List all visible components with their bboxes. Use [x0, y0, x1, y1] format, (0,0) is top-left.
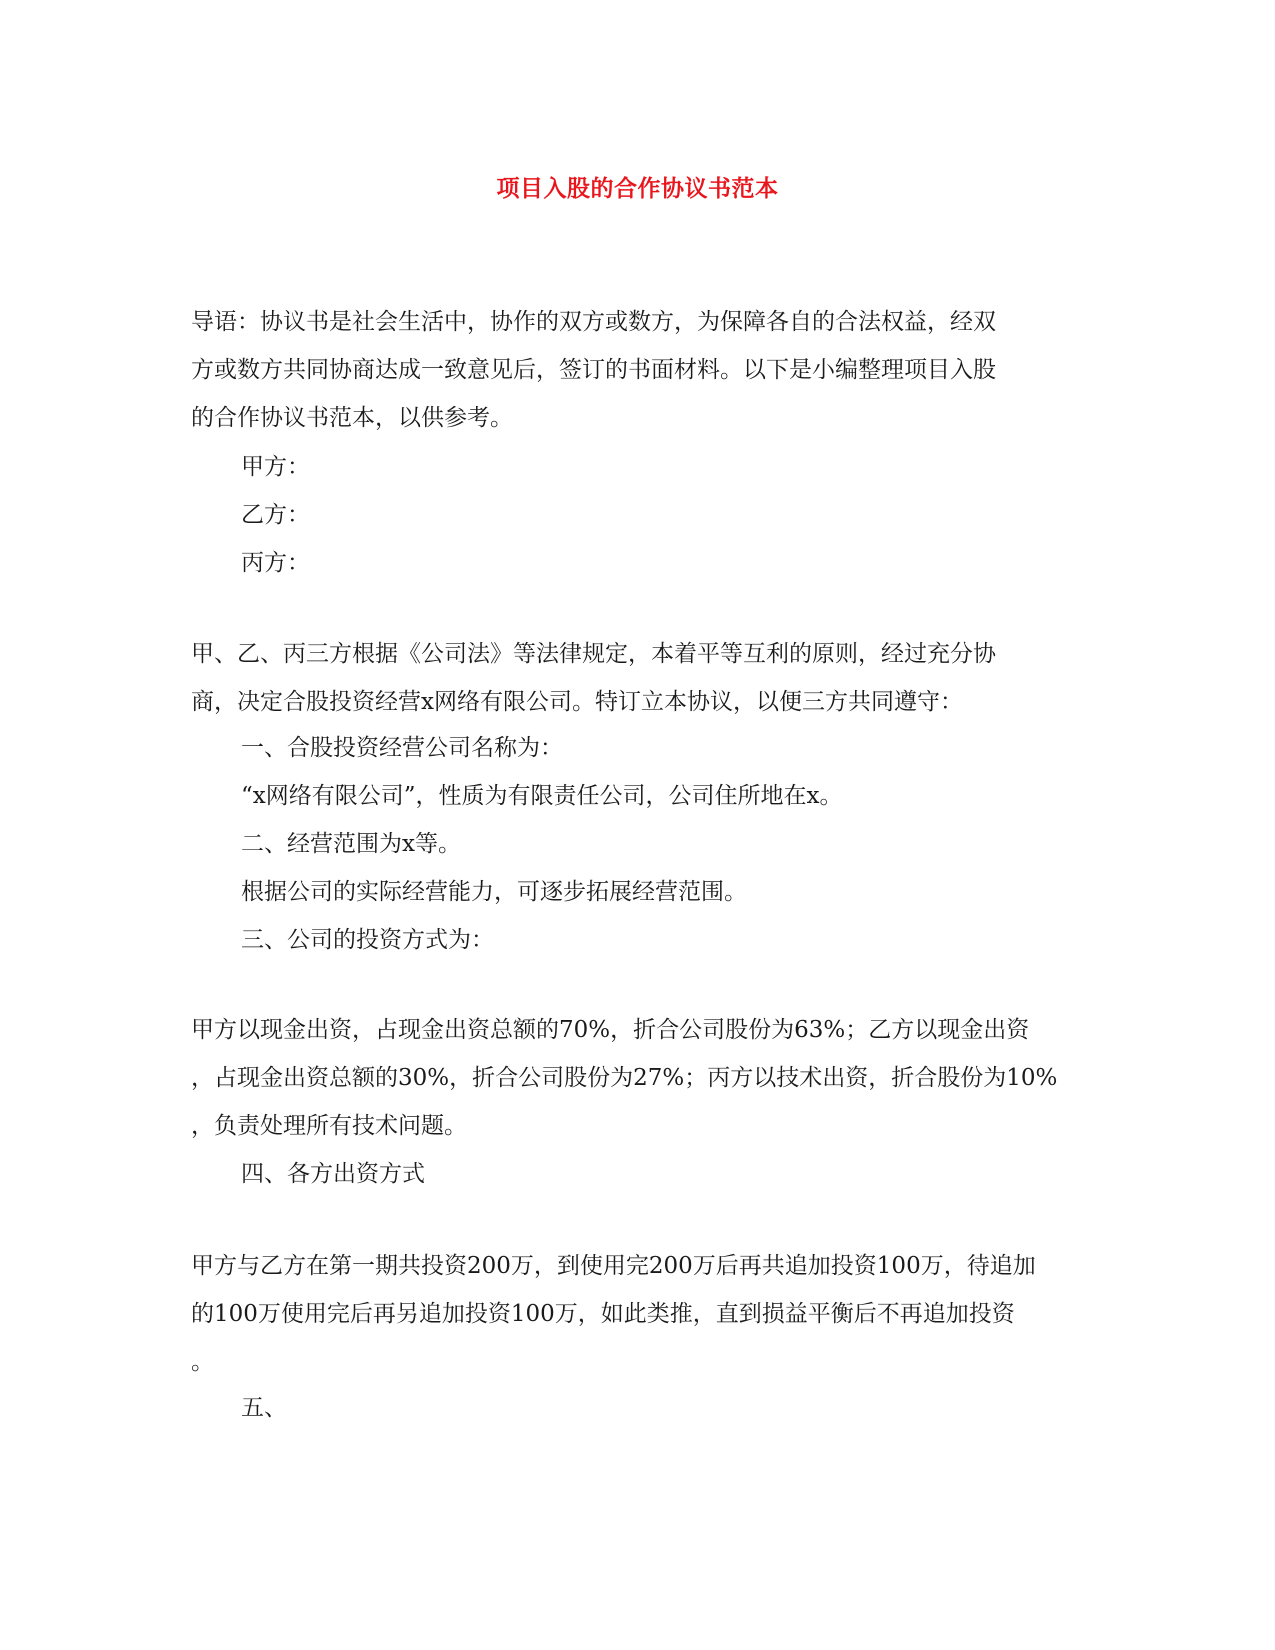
section1-body: “x网络有限公司”，性质为有限责任公司，公司住所地在x。	[241, 783, 843, 809]
document-title: 项目入股的合作协议书范本	[496, 175, 779, 202]
section3-line: ，占现金出资总额的30%，折合公司股份为27%；丙方以技术出资，折合股份为10%	[191, 1065, 1058, 1091]
section5-heading: 五、	[241, 1395, 287, 1421]
section1-heading: 一、合股投资经营公司名称为：	[241, 735, 563, 761]
section4-line: 的100万使用完后再另追加投资100万，如此类推，直到损益平衡后不再追加投资	[191, 1301, 1015, 1327]
intro-line: 导语：协议书是社会生活中，协作的双方或数方，为保障各自的合法权益，经双	[191, 309, 996, 335]
intro-paragraph	[191, 298, 1081, 442]
preamble-line: 甲、乙、丙三方根据《公司法》等法律规定，本着平等互利的原则，经过充分协	[191, 641, 996, 667]
preamble-paragraph	[191, 630, 1081, 726]
section2-heading: 二、经营范围为x等。	[241, 831, 461, 857]
section3-line: 甲方以现金出资，占现金出资总额的70%，折合公司股份为63%；乙方以现金出资	[191, 1017, 1030, 1043]
party-b-label: 乙方：	[241, 502, 310, 528]
intro-line: 的合作协议书范本，以供参考。	[191, 405, 513, 431]
section4-line: 。	[191, 1349, 214, 1375]
section3-line: ，负责处理所有技术问题。	[191, 1113, 467, 1139]
section2-body: 根据公司的实际经营能力，可逐步拓展经营范围。	[241, 879, 747, 905]
section4-paragraph	[191, 1242, 1081, 1386]
intro-line: 方或数方共同协商达成一致意见后，签订的书面材料。以下是小编整理项目入股	[191, 357, 996, 383]
section4-line: 甲方与乙方在第一期共投资200万，到使用完200万后再共追加投资100万，待追加	[191, 1253, 1036, 1279]
section4-heading: 四、各方出资方式	[241, 1161, 425, 1187]
party-c-label: 丙方：	[241, 550, 310, 576]
section3-heading: 三、公司的投资方式为：	[241, 927, 494, 953]
preamble-line: 商，决定合股投资经营x网络有限公司。特订立本协议，以便三方共同遵守：	[191, 689, 963, 715]
section3-paragraph	[191, 1006, 1081, 1150]
party-a-label: 甲方：	[241, 454, 310, 480]
